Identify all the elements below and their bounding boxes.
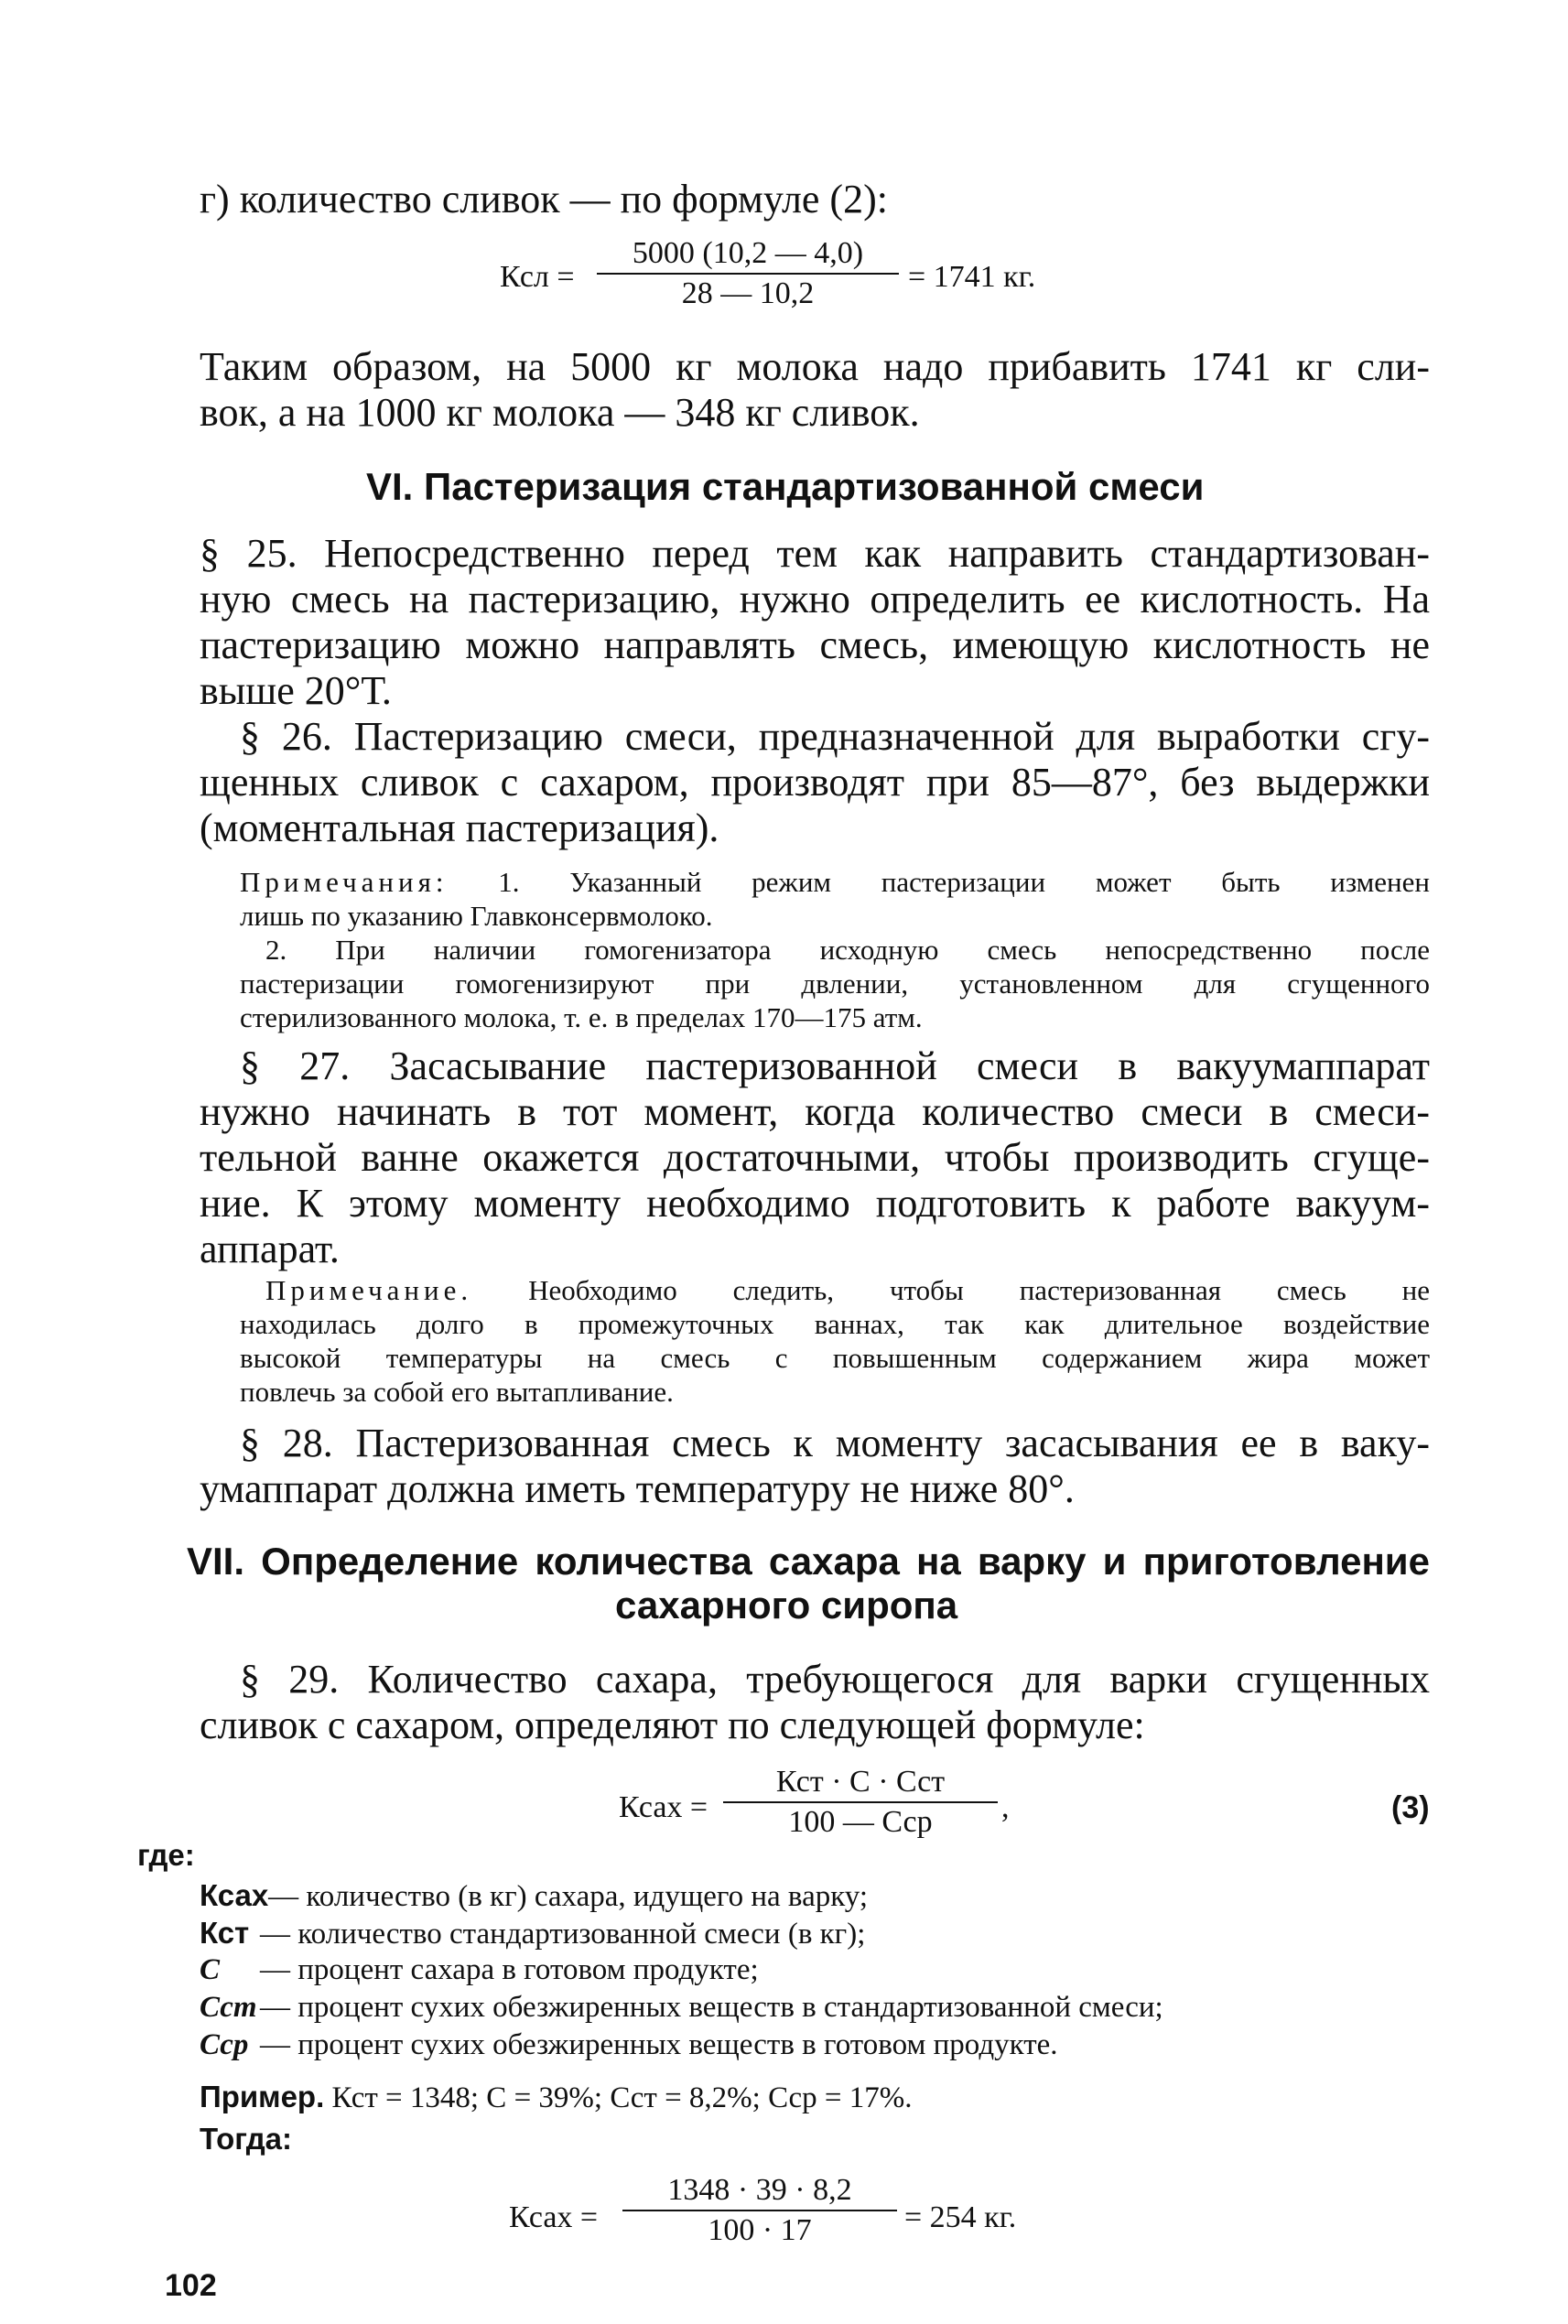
note2-line-4: повлечь за собой его вытапливание.: [240, 1376, 674, 1408]
formula3-tail: ,: [1001, 1790, 1010, 1824]
definition-5: Сср — процент сухих обезжиренных веществ в готовом продукте.: [200, 2028, 1058, 2061]
formula-intro: г) количество сливок — по формуле (2):: [200, 177, 888, 222]
definition-2: Кст — количество стандартизованной смеси (в кг);: [200, 1916, 866, 1951]
definition-4: Сст — процент сухих обезжиренных веществ в стандартизованной смеси;: [200, 1991, 1163, 2024]
p25-line-1: § 25. Непосредственно перед тем как направить стандартизован-: [200, 531, 1430, 576]
p25-line-4: выше 20°Т.: [200, 668, 392, 713]
formula-kcl-numerator: 5000 (10,2 — 4,0): [597, 236, 899, 275]
section-7-title-2: сахарного сиропа: [615, 1584, 958, 1627]
p29-line-1: § 29. Количество сахара, требующегося для варки сгущенных: [240, 1657, 1430, 1702]
conclusion-line-1: Таким образом, на 5000 кг молока надо прибавить 1741 кг сли-: [200, 344, 1430, 389]
p28-line-2: умаппарат должна иметь температуру не ниже 80°.: [200, 1466, 1075, 1511]
p26-line-1: § 26. Пастеризацию смеси, предназначенной для выработки сгу-: [240, 714, 1430, 759]
notes-label: Примечания:: [240, 866, 449, 898]
p28-line-1: § 28. Пастеризованная смесь к моменту засасывания ее в ваку-: [240, 1421, 1430, 1465]
final-formula-result: = 254 кг.: [904, 2200, 1017, 2234]
example-text: Кст = 1348; С = 39%; Сст = 8,2%; Сср = 17%.: [331, 2081, 913, 2114]
notes-line-4: пастеризации гомогенизируют при двлении, установленном для сгущенного: [240, 967, 1430, 1000]
formula-kcl-lhs: Ксл =: [500, 260, 575, 294]
where-label: где:: [137, 1838, 195, 1872]
notes-line-5: стерилизованного молока, т. е. в пределах 170—175 атм.: [240, 1001, 923, 1033]
section-7-title-1: VII. Определение количества сахара на варку и приготовление: [187, 1540, 1430, 1583]
final-formula-denominator: 100 · 17: [708, 2213, 812, 2247]
notes-line-3: 2. При наличии гомогенизатора исходную смесь непосредственно после: [265, 934, 1430, 966]
p27-line-4: ние. К этому моменту необходимо подготовить к работе вакуум-: [200, 1181, 1430, 1226]
formula3-fraction: [723, 1765, 998, 1840]
then-label: Тогда:: [200, 2122, 293, 2156]
p25-line-3: пастеризацию можно направлять смесь, имеющую кислотность не: [200, 622, 1430, 667]
notes-line-2: лишь по указанию Главконсервмолоко.: [240, 900, 713, 932]
definition-1: Ксах— количество (в кг) сахара, идущего на варку;: [200, 1878, 869, 1913]
example-line: [200, 2078, 913, 2117]
p26-line-3: (моментальная пастеризация).: [200, 805, 719, 850]
final-formula-numerator: 1348 · 39 · 8,2: [622, 2173, 897, 2211]
p27-line-5: аппарат.: [200, 1227, 340, 1271]
formula3-number: (3): [1391, 1790, 1430, 1825]
formula-kcl-result: = 1741 кг.: [908, 260, 1036, 294]
note2-line-3: высокой температуры на смесь с повышенным содержанием жира может: [240, 1342, 1430, 1374]
p29-line-2: сливок с сахаром, определяют по следующей формуле:: [200, 1702, 1145, 1747]
p27-line-2: нужно начинать в тот момент, когда количество смеси в смеси-: [200, 1089, 1430, 1134]
definition-3: С — процент сахара в готовом продукте;: [200, 1953, 759, 1986]
p25-line-2: ную смесь на пастеризацию, нужно определить ее кислотность. На: [200, 577, 1430, 622]
note2-label: Примечание.: [265, 1274, 473, 1306]
p26-line-2: щенных сливок с сахаром, производят при 85—87°, без выдержки: [200, 760, 1430, 805]
p27-line-3: тельной ванне окажется достаточными, чтобы производить сгуще-: [200, 1135, 1430, 1180]
notes-line-1: Примечания: 1. Указанный режим пастеризации может быть изменен: [240, 866, 1430, 898]
formula3-denominator: 100 — Сср: [788, 1805, 933, 1839]
note2-line-2: находилась долго в промежуточных ваннах, так как длительное воздействие: [240, 1308, 1430, 1340]
formula3-lhs: Ксах =: [619, 1790, 708, 1824]
final-formula-fraction: [622, 2173, 897, 2248]
conclusion-line-2: вок, а на 1000 кг молока — 348 кг сливок.: [200, 390, 920, 435]
note2-line-1: Примечание. Необходимо следить, чтобы пастеризованная смесь не: [265, 1274, 1430, 1306]
section-6-title: VI. Пастеризация стандартизованной смеси: [366, 465, 1205, 508]
formula-kcl-fraction: [597, 236, 899, 311]
p27-line-1: § 27. Засасывание пастеризованной смеси в вакуумаппарат: [240, 1043, 1430, 1088]
page-number: 102: [165, 2268, 217, 2303]
example-label: Пример.: [200, 2080, 325, 2113]
final-formula-lhs: Ксах =: [509, 2200, 599, 2234]
formula3-numerator: Кст · С · Сст: [723, 1765, 998, 1803]
formula-kcl-denominator: 28 — 10,2: [681, 276, 815, 310]
